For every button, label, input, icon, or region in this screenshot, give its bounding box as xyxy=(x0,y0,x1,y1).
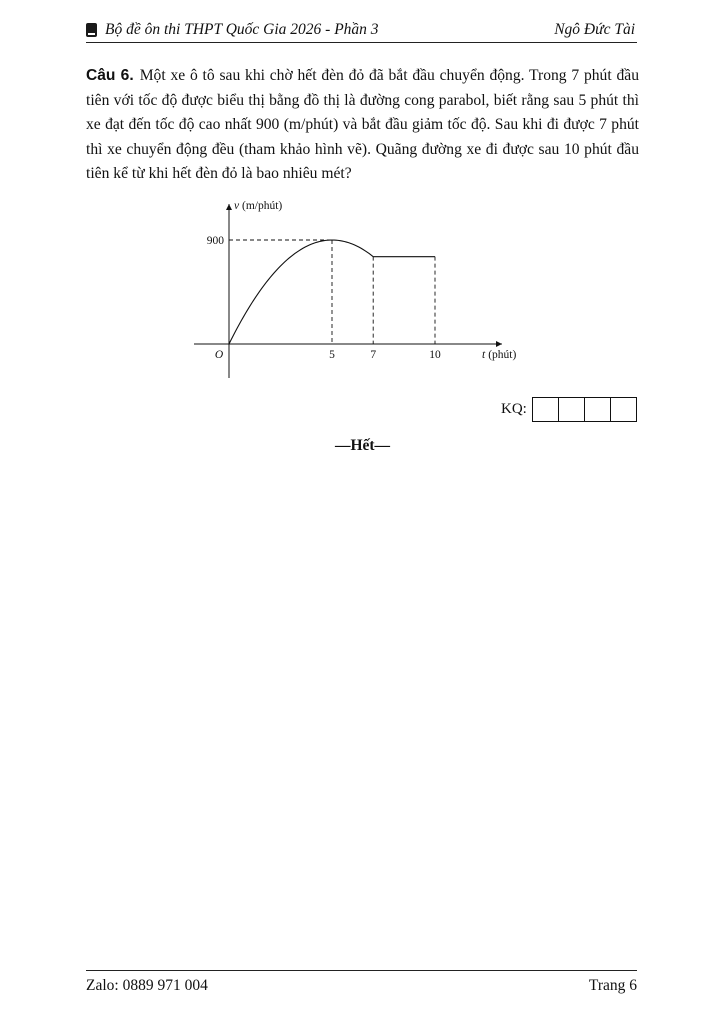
answer-box-1[interactable] xyxy=(533,398,558,421)
page-header xyxy=(86,20,637,43)
x-tick-10: 10 xyxy=(429,349,441,361)
question-label: Câu 6. xyxy=(86,67,134,84)
end-mark: —Hết— xyxy=(334,437,391,454)
answer-label: KQ: xyxy=(501,401,527,417)
header-title: Bộ đề ôn thi THPT Quốc Gia 2026 - Phần 3 xyxy=(105,21,379,38)
answer-row xyxy=(501,397,637,422)
page-footer xyxy=(86,970,637,997)
answer-box-4[interactable] xyxy=(610,398,636,421)
x-axis-label: t (phút) xyxy=(482,349,517,361)
question-block xyxy=(86,64,639,187)
book-icon xyxy=(86,23,97,37)
answer-box-2[interactable] xyxy=(558,398,584,421)
question-text: Một xe ô tô sau khi chờ hết đèn đỏ đã bắt đầu chuyển động. Trong 7 phút đầu tiên với tốc độ được biểu thị bằng đồ thị là đường cong parabol, biết rằng sau 5 phút thì xe đạt đến tốc độ cao nhất 900 (m/phút) và bắt đầu giảm tốc độ. Sau khi đi được 7 phút thì xe chuyển động đều (tham khảo hình vẽ). Quãng đường xe đi được sau 10 phút đầu tiên kể từ khi hết đèn đỏ là bao nhiêu mét? xyxy=(86,67,639,182)
header-author: Ngô Đức Tài xyxy=(554,21,635,38)
answer-box-3[interactable] xyxy=(584,398,610,421)
footer-contact: Zalo: 0889 971 004 xyxy=(86,977,208,994)
x-tick-5: 5 xyxy=(329,349,335,361)
velocity-graph xyxy=(186,192,536,384)
footer-page-number: Trang 6 xyxy=(588,977,637,994)
header-left xyxy=(86,21,379,39)
x-tick-7: 7 xyxy=(370,349,377,361)
y-axis-label: v (m/phút) xyxy=(234,200,283,212)
answer-boxes xyxy=(532,397,637,422)
parabola-curve xyxy=(229,240,373,344)
origin-label: O xyxy=(214,349,224,361)
y-tick-900: 900 xyxy=(206,235,224,247)
